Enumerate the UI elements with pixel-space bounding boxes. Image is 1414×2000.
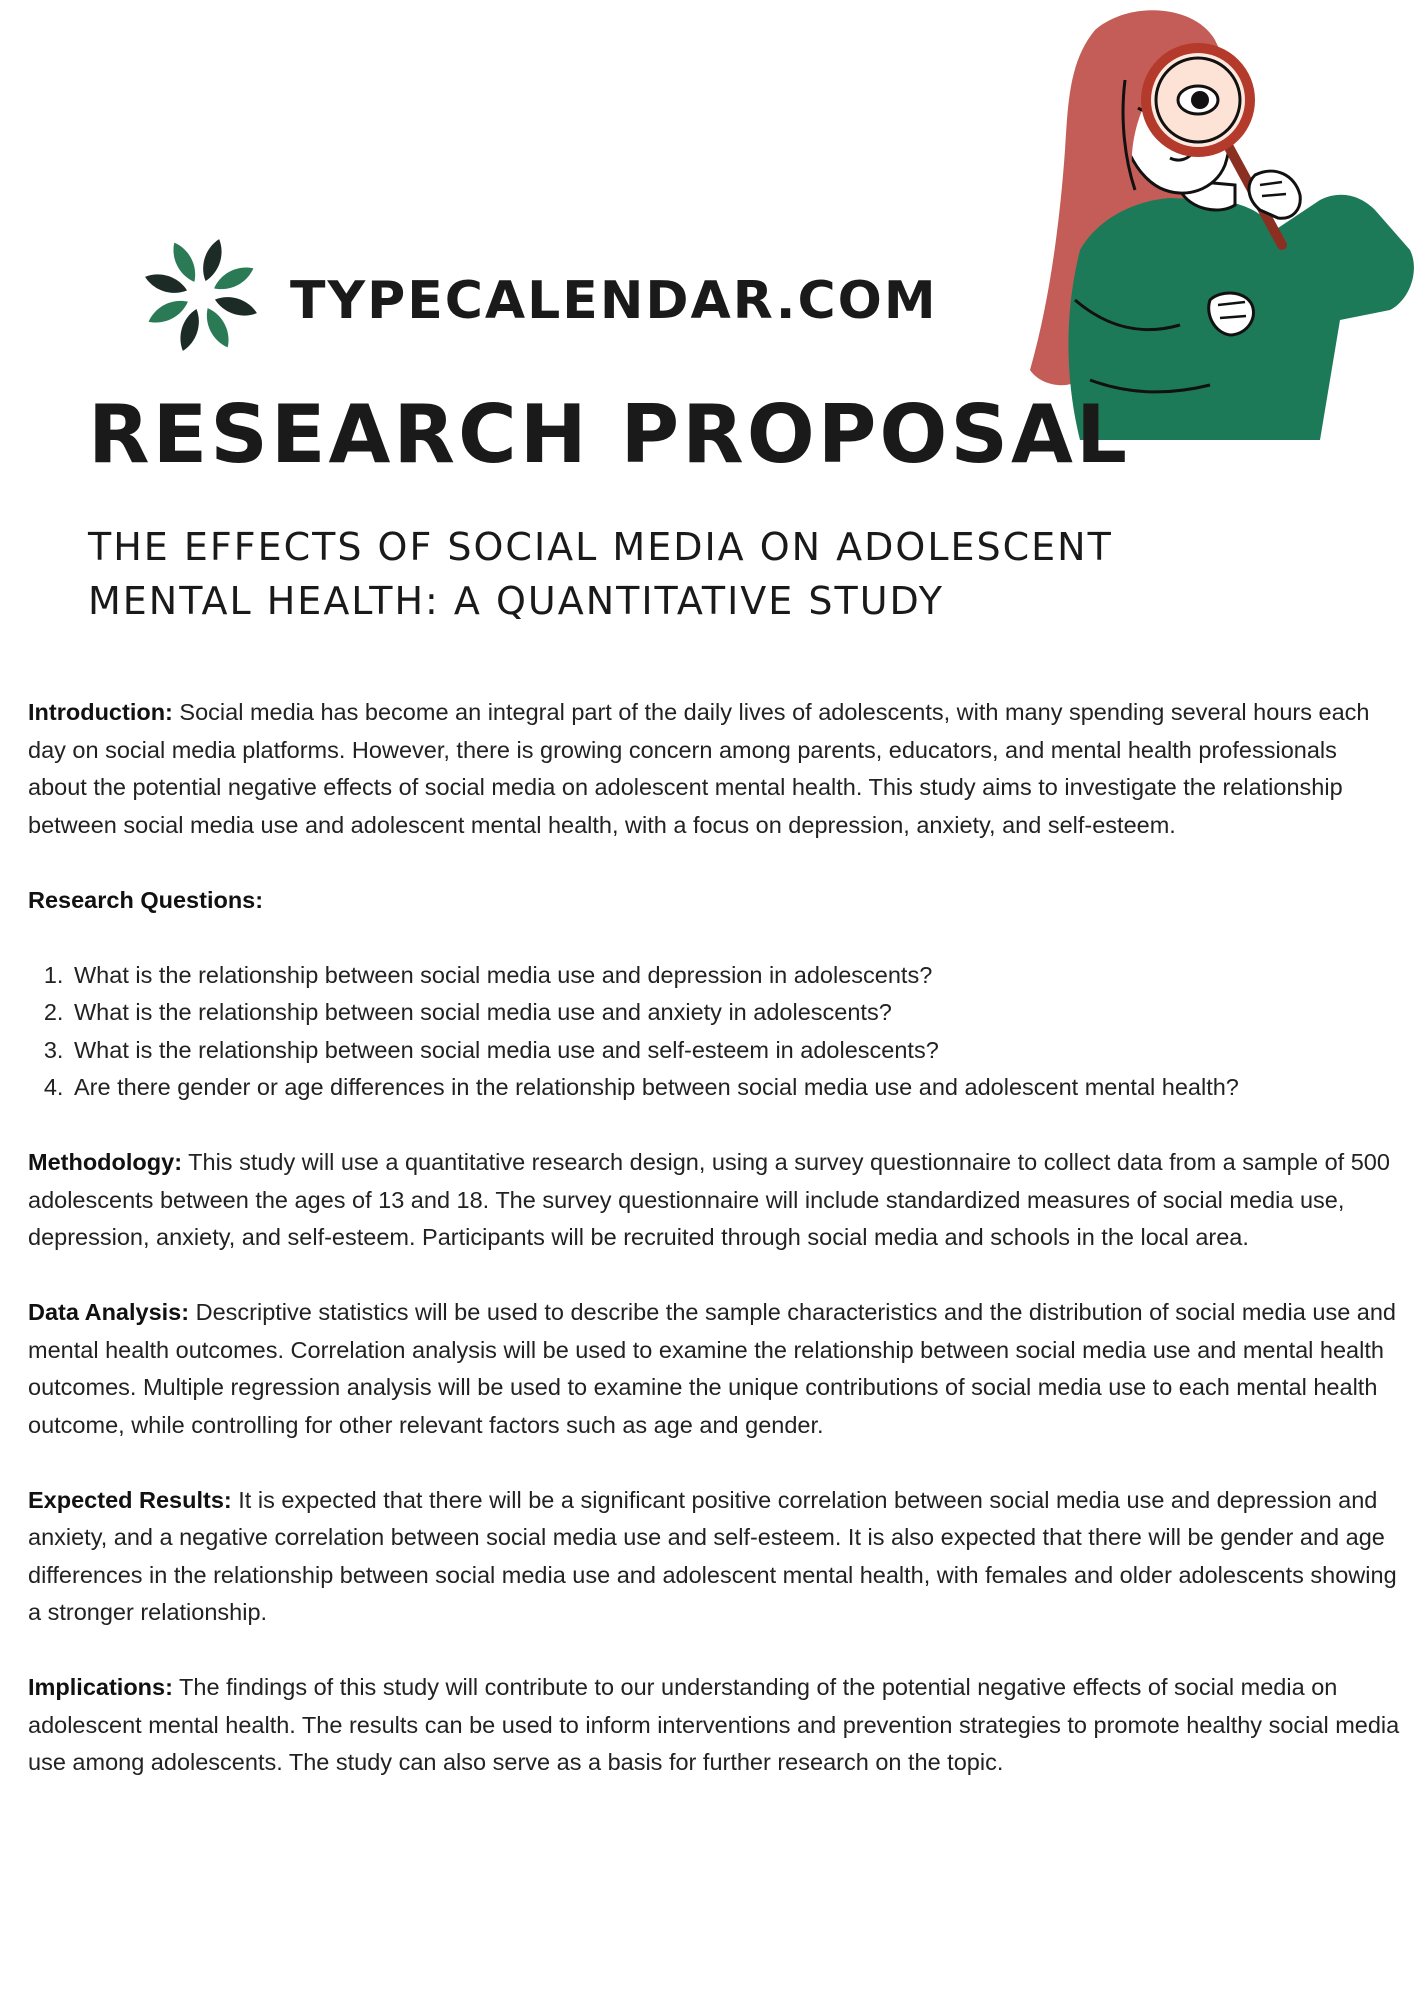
implications-section: [28, 1669, 1400, 1782]
section-label: Research Questions:: [28, 886, 264, 913]
site-logo-text: TYPECALENDAR.COM: [290, 271, 938, 331]
section-label: Methodology:: [28, 1149, 183, 1175]
research-questions-list: [28, 957, 1400, 1107]
girl-with-magnifying-glass-icon: [1020, 0, 1414, 440]
proposal-body: [28, 694, 1400, 1819]
list-item: 1. What is the relationship between social media use and depression in adolescents?: [70, 957, 1400, 995]
subtitle-line: MENTAL HEALTH: A QUANTITATIVE STUDY: [88, 579, 944, 623]
section-label: Expected Results:: [28, 1486, 232, 1513]
logo-leaf: [198, 237, 227, 284]
section-text: The findings of this study will contribute to our understanding of the potential negative effects of social media on adolescent mental health. The results can be used to inform interventions and prevention strategies to promote healthy social media use among adolescents. The study can also serve as a basis for further research on the topic.: [28, 1674, 1400, 1775]
list-item: 2. What is the relationship between social media use and anxiety in adolescents?: [70, 994, 1400, 1032]
page-subtitle: [88, 520, 1113, 628]
introduction-section: [28, 694, 1400, 844]
expected-results-section: [28, 1482, 1400, 1632]
section-label: Data Analysis:: [28, 1299, 190, 1325]
methodology-section: [28, 1144, 1400, 1257]
leaf-wreath-icon: [138, 232, 264, 358]
list-item: 4. Are there gender or age differences in the relationship between social media use and adolescent mental health?: [70, 1069, 1400, 1107]
page-title: RESEARCH PROPOSAL: [88, 388, 1130, 481]
logo-leaf: [175, 307, 204, 354]
list-item: 3. What is the relationship between social media use and self-esteem in adolescents?: [70, 1032, 1400, 1070]
data-analysis-section: [28, 1294, 1400, 1444]
section-text: This study will use a quantitative research design, using a survey questionnaire to collect data from a sample of 500 adolescents between the ages of 13 and 18. The survey questionnaire will include standardized measures of social media use, depression, anxiety, and self-esteem. Participants will be recruited through social media and schools in the local area.: [28, 1149, 1390, 1250]
section-text: Social media has become an integral part of the daily lives of adolescents, with many spending several hours each day on social media platforms. However, there is growing concern among parents, educators, and mental health professionals about the potential negative effects of social media on adolescent mental health. This study aims to investigate the relationship between social media use and adolescent mental health, with a focus on depression, anxiety, and self-esteem.: [28, 699, 1370, 838]
section-text: Descriptive statistics will be used to describe the sample characteristics and the distribution of social media use and mental health outcomes. Correlation analysis will be used to examine the relationship between social media use and mental health outcomes. Multiple regression analysis will be used to examine the unique contributions of social media use to each mental health outcome, while controlling for other relevant factors such as age and gender.: [28, 1299, 1397, 1438]
logo-leaf: [143, 269, 190, 298]
logo-leaf: [213, 292, 260, 321]
subtitle-line: THE EFFECTS OF SOCIAL MEDIA ON ADOLESCENT: [88, 525, 1113, 569]
section-text: It is expected that there will be a significant positive correlation between social media use and depression and anxiety, and a negative correlation between social media use and self-esteem. It is also expected that there will be gender and age differences in the relationship between social media use and adolescent mental health, with females and older adolescents showing a stronger relationship.: [28, 1486, 1397, 1625]
section-label: Implications:: [28, 1674, 173, 1700]
section-label: Introduction:: [28, 699, 173, 725]
research-questions-heading: [28, 882, 1400, 920]
